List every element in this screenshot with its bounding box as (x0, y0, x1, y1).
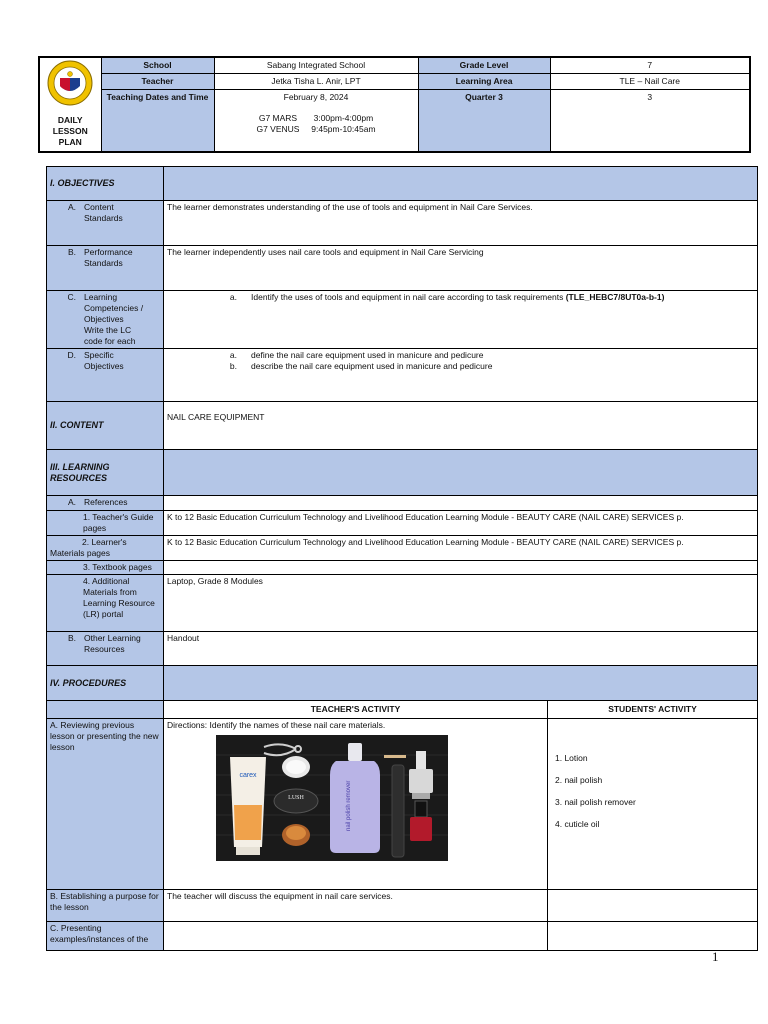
review-lesson-students-cell (548, 719, 758, 890)
competencies-num: C. (67, 292, 76, 302)
other-resources-text: Handout (164, 632, 758, 666)
establishing-purpose-teacher: The teacher will discuss the equipment in nail care services. (164, 890, 548, 922)
logo-cell (39, 57, 101, 152)
competency-code: (TLE_HEBC7/8UT0a-b-1) (565, 292, 665, 302)
school-value: Sabang Integrated School (214, 57, 418, 74)
references-label: References (84, 497, 128, 507)
specific-objective-text: define the nail care equipment used in manicure and pedicure (251, 350, 484, 360)
competency-item-text: Identify the uses of tools and equipment in nail care according to task requirements (251, 292, 564, 302)
student-answer: 2. nail polish (555, 775, 603, 785)
time-line-2: G7 VENUS 9:45pm-10:45am (256, 124, 376, 134)
competency-item-num: a. (229, 292, 237, 302)
grade-label: Grade Level (418, 57, 550, 74)
specific-objective-text: describe the nail care equipment used in manicure and pedicure (251, 361, 493, 371)
content-heading: II. CONTENT (47, 402, 164, 450)
dates-label: Teaching Dates and Time (101, 90, 214, 152)
specific-objectives-num: D. (67, 350, 76, 360)
students-activity-header: STUDENTS' ACTIVITY (548, 701, 758, 719)
specific-objectives-text-cell (164, 349, 758, 402)
specific-objective-item (167, 350, 754, 361)
resources-heading-fill (164, 450, 758, 496)
objectives-heading-fill (164, 167, 758, 201)
page-number: 1 (712, 949, 719, 964)
dlp-title-line1: DAILY (57, 115, 83, 125)
performance-standards-label-cell (47, 246, 164, 291)
header-table (38, 56, 751, 153)
presenting-examples-students (548, 922, 758, 951)
specific-objective-item (167, 361, 754, 372)
student-answer: 4. cuticle oil (555, 819, 600, 829)
specific-objective-num: a. (229, 350, 237, 360)
area-label: Learning Area (418, 74, 550, 90)
procedures-corner (47, 701, 164, 719)
competencies-label: Learning Competencies / Objectives Write the LC code for each (84, 292, 144, 346)
review-lesson-label: A. Reviewing previous lesson or presenting the new lesson (47, 719, 164, 890)
presenting-examples-label: C. Presenting examples/instances of the (47, 922, 164, 951)
grade-value: 7 (550, 57, 750, 74)
learners-materials-text: K to 12 Basic Education Curriculum Technology and Livelihood Education Learning Module - BEAUTY CARE (NAIL CARE) SERVICES p. (164, 536, 758, 561)
teacher-value: Jetka Tisha L. Anir, LPT (214, 74, 418, 90)
additional-materials-text: Laptop, Grade 8 Modules (164, 575, 758, 632)
establishing-purpose-label: B. Establishing a purpose for the lesson (47, 890, 164, 922)
nail-care-materials-photo (216, 735, 448, 861)
lotion-brand-label: carex (239, 772, 257, 779)
nail-file-icon (392, 765, 404, 857)
cuticle-balm-icon (282, 824, 310, 846)
quarter-value: 3 (550, 90, 750, 152)
establishing-purpose-students (548, 890, 758, 922)
other-resources-label: Other Learning Resources (84, 633, 141, 654)
teachers-activity-header: TEACHER'S ACTIVITY (164, 701, 548, 719)
content-text: NAIL CARE EQUIPMENT (164, 402, 758, 450)
orange-stick-icon (384, 755, 406, 758)
performance-standards-num: B. (67, 247, 76, 257)
content-standards-label: Content Standards (84, 202, 123, 223)
references-num: A. (67, 497, 76, 507)
content-standards-text: The learner demonstrates understanding of the use of tools and equipment in Nail Care Services. (164, 201, 758, 246)
jar-icon (282, 756, 310, 778)
performance-standards-label: Performance Standards (84, 247, 133, 268)
lesson-plan-table (46, 166, 758, 951)
competencies-label-cell (47, 291, 164, 349)
presenting-examples-teacher (164, 922, 548, 951)
other-resources-label-cell (47, 632, 164, 666)
date-text: February 8, 2024 (283, 92, 349, 102)
nail-care-materials-illustration (216, 735, 448, 861)
teacher-label: Teacher (101, 74, 214, 90)
specific-objective-num: b. (229, 361, 237, 371)
tin-brand-label: LUSH (288, 795, 304, 801)
quarter-label: Quarter 3 (418, 90, 550, 152)
textbook-text (164, 561, 758, 575)
content-standards-label-cell (47, 201, 164, 246)
student-answer: 1. Lotion (555, 753, 588, 763)
learners-materials-label: 2. Learner's Materials pages (47, 536, 164, 561)
dlp-title-line2: LESSON (52, 126, 88, 136)
deped-seal-logo (47, 60, 93, 106)
content-standards-num: A. (67, 202, 76, 212)
student-answer: 3. nail polish remover (555, 797, 636, 807)
additional-materials-label: 4. Additional Materials from Learning Resource (LR) portal (47, 575, 164, 632)
lotion-tube-icon (230, 757, 266, 855)
review-directions: Directions: Identify the names of these nail care materials. (167, 720, 386, 730)
dlp-title-line3: PLAN (58, 137, 82, 147)
remover-bottle-label: nail polish remover (346, 780, 352, 831)
resources-heading: III. LEARNING RESOURCES (47, 450, 164, 496)
specific-objectives-label-cell (47, 349, 164, 402)
area-value: TLE – Nail Care (550, 74, 750, 90)
objectives-heading: I. OBJECTIVES (47, 167, 164, 201)
dates-value (214, 90, 418, 152)
black-tin-icon (274, 789, 318, 813)
time-line-1: G7 MARS 3:00pm-4:00pm (258, 113, 374, 123)
specific-objectives-label: Specific Objectives (84, 350, 124, 371)
performance-standards-text: The learner independently uses nail care tools and equipment in Nail Care Servicing (164, 246, 758, 291)
procedures-heading-fill (164, 666, 758, 701)
procedures-heading: IV. PROCEDURES (47, 666, 164, 701)
teachers-guide-text: K to 12 Basic Education Curriculum Technology and Livelihood Education Learning Module - BEAUTY CARE (NAIL CARE) SERVICES p. (164, 511, 758, 536)
references-text (164, 496, 758, 511)
textbook-label: 3. Textbook pages (47, 561, 164, 575)
competencies-text-cell (164, 291, 758, 349)
teachers-guide-label: 1. Teacher's Guide pages (47, 511, 164, 536)
school-label: School (101, 57, 214, 74)
other-resources-num: B. (67, 633, 76, 643)
review-lesson-teacher-cell (164, 719, 548, 890)
references-label-cell (47, 496, 164, 511)
